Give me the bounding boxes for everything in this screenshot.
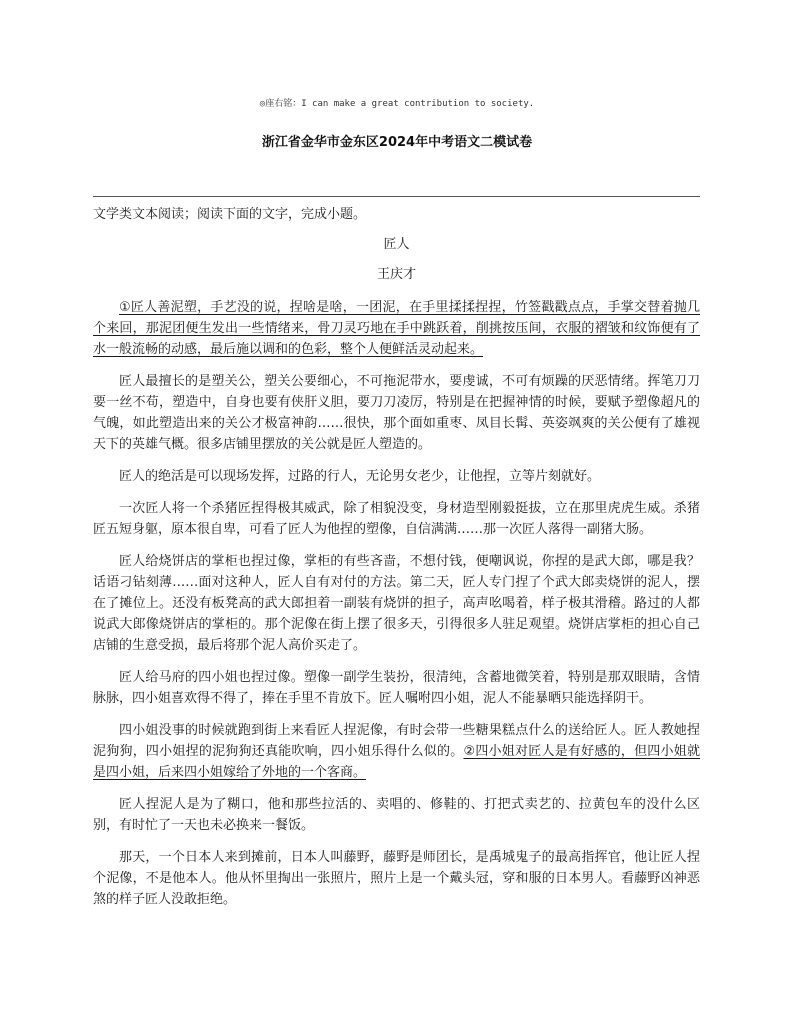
paragraph-7 [93,720,700,783]
paragraph-9: 那天，一个日本人来到摊前，日本人叫藤野，藤野是师团长，是禹城鬼子的最高指挥官，他让匠人捏个泥像，不是他本人。他从怀里掏出一张照片，照片上是一个戴头冠，穿和服的日本男人。看藤野凶神恶煞的样子匠人没敢拒绝。 [93,850,700,907]
paragraph-5: 匠人给烧饼店的掌柜也捏过像，掌柜的有些吝啬，不想付钱，便嘲讽说，你捏的是武大郎，哪是我？话语刁钻刻薄……面对这种人，匠人自有对付的方法。第二天，匠人专门捏了个武大郎卖烧饼的泥人，摆在了摊位上。还没有板凳高的武大郎担着一副装有烧饼的担子，高声吆喝着，样子极其滑稽。路过的人都说武大郎像烧饼店的掌柜的。那个泥像在街上摆了很多天，引得很多人驻足观望。烧饼店掌柜的担心自己店铺的生意受损，最后将那个泥人高价买走了。 [93,554,700,653]
paragraph-6: 匠人给马府的四小姐也捏过像。塑像一副学生装扮，很清纯，含蓄地微笑着，特别是那双眼睛，含情脉脉，四小姐喜欢得不得了，捧在手里不肯放下。匠人嘱咐四小姐，泥人不能暴晒只能选择阴干。 [93,670,700,706]
section-instruction: 文学类文本阅读；阅读下面的文字，完成小题。 [93,207,367,222]
story-title: 匠人 [383,237,410,252]
page-title: 浙江省金华市金东区2024年中考语文二模试卷 [261,135,533,150]
paragraph-3: 匠人的绝活是可以现场发挥，过路的行人，无论男女老少，让他捏，立等片刻就好。 [119,469,601,484]
underlined-sentence-2: ②四小姐对匠人是有好感的，但四小姐就是四小姐，后来四小姐嫁给了外地的一个客商。 [93,744,700,780]
paragraph-7-text: 四小姐没事的时候就跑到街上来看匠人捏泥像，有时会带一些糖果糕点什么的送给匠人。匠人教她捏泥狗狗，四小姐捏的泥狗狗还真能吹响，四小姐乐得什么似的。 [93,723,700,759]
paragraph-4: 一次匠人将一个杀猪匠捏得极其威武，除了相貌没变，身材造型刚毅挺拔，立在那里虎虎生威。杀猪匠五短身躯，原本很自卑，可看了匠人为他捏的塑像，自信满满……那一次匠人落得一副猪大肠。 [93,501,700,537]
reading-section [93,204,700,910]
divider-line [93,196,700,197]
paragraph-8: 匠人捏泥人是为了糊口，他和那些拉活的、卖唱的、修鞋的、打把式卖艺的、拉黄包车的没什么区别，有时忙了一天也未必换来一餐饭。 [93,797,700,833]
paragraph-2: 匠人最擅长的是塑关公，塑关公要细心，不可拖泥带水，要虔诚，不可有烦躁的厌恶情绪。挥笔刀刀要一丝不苟，塑造中，自身也要有侠肝义胆，要刀刀凌厉，特别是在把握神情的时候，要赋予塑像超凡的气魄，如此塑造出来的关公才极富神韵……很快，那个面如重枣、凤目长髯、英姿飒爽的关公便有了雄视天下的英雄气概。很多店铺里摆放的关公就是匠人塑造的。 [93,374,700,452]
paragraph-1: ①匠人善泥塑，手艺没的说，捏啥是啥，一团泥，在手里揉揉捏捏，竹签戳戳点点，手掌交替着抛几个来回，那泥团便生发出一些情绪来，骨刀灵巧地在手中跳跃着，削挑按压间，衣服的褶皱和纹饰便有了水一般流畅的动感，最后施以调和的色彩，整个人便鲜活灵动起来。 [93,300,700,357]
story-author: 王庆才 [376,267,416,282]
motto-header: ◎座右铭：I can make a great contribution to society. [259,99,535,109]
